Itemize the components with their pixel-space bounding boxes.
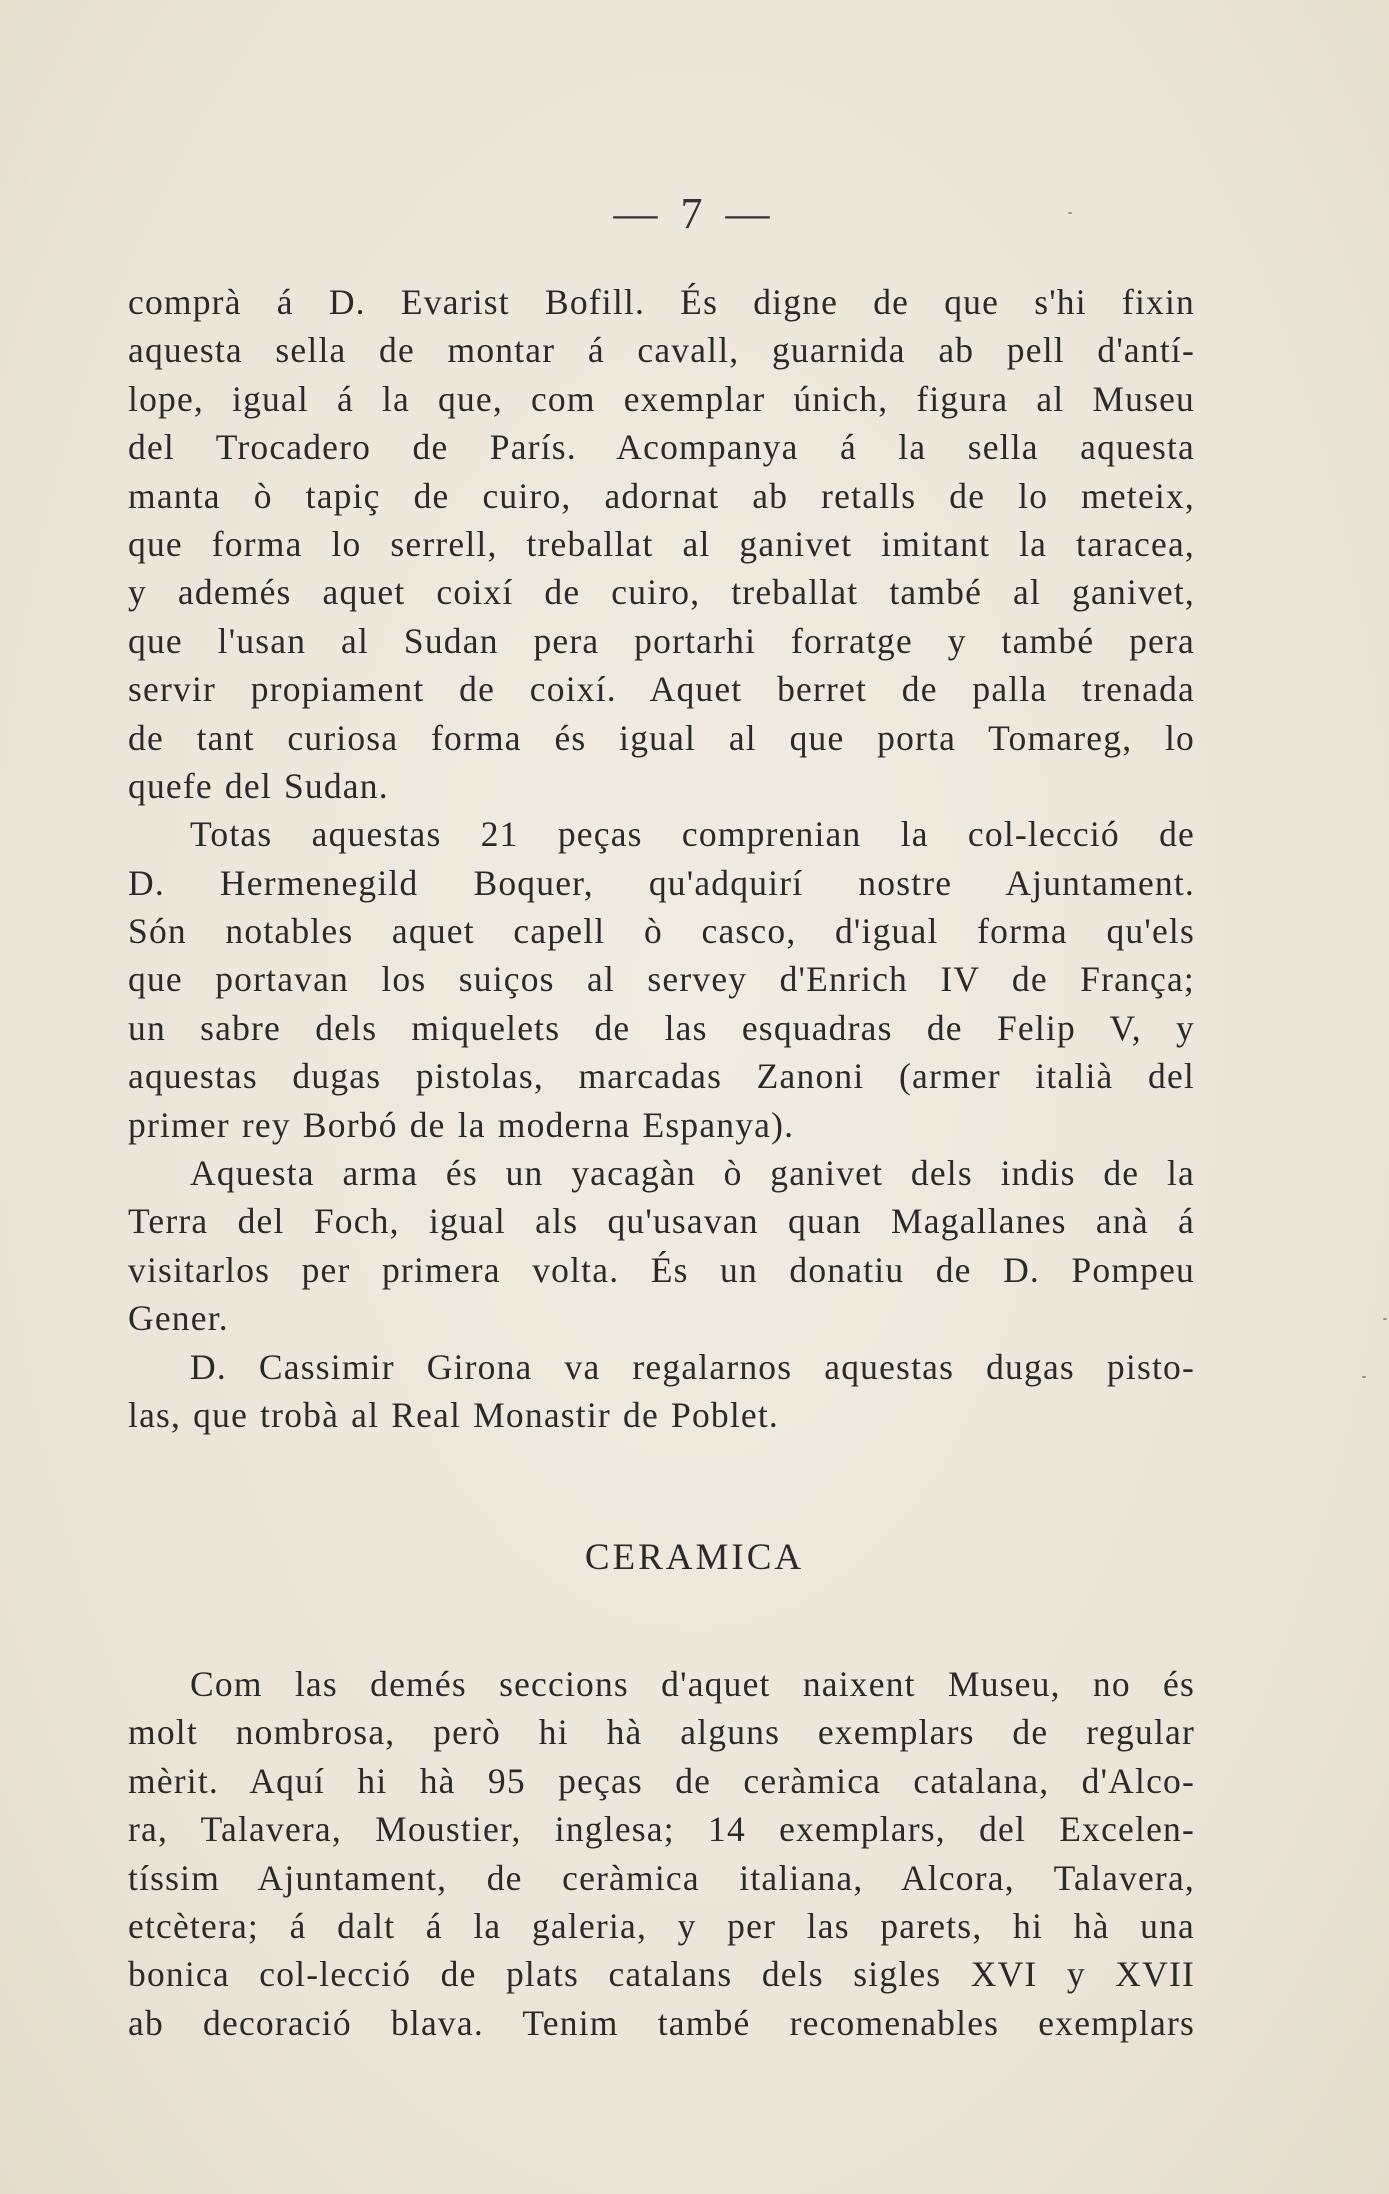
text-line: de tant curiosa forma és igual al que porta Tomareg, lo xyxy=(128,717,1195,758)
section-heading: CERAMICA xyxy=(584,1537,805,1578)
text-line: servir propiament de coixí. Aquet berret de palla trenada xyxy=(128,669,1195,710)
text-line: mèrit. Aquí hi hà 95 peças de ceràmica catalana, d'Alco- xyxy=(128,1760,1195,1801)
text-line: D. Cassimir Girona va regalarnos aquestas dugas pisto- xyxy=(190,1346,1195,1387)
text-line: que l'usan al Sudan pera portarhi forratge y també pera xyxy=(128,620,1195,661)
body-text-lower xyxy=(128,1660,1195,2047)
text-line: aquesta sella de montar á cavall, guarnida ab pell d'antí- xyxy=(128,330,1195,371)
text-line: y ademés aquet coixí de cuiro, treballat també al ganivet, xyxy=(128,572,1195,613)
text-line: molt nombrosa, però hi hà alguns exemplars de regular xyxy=(128,1712,1195,1753)
body-text-upper xyxy=(128,278,1195,1439)
paper-speck xyxy=(1362,1376,1366,1378)
paragraph xyxy=(128,810,1195,1149)
text-line: ab decoració blava. Tenim també recomenables exemplars xyxy=(128,2002,1195,2043)
text-line: un sabre dels miquelets de las esquadras de Felip V, y xyxy=(128,1007,1195,1048)
text-line: bonica col-lecció de plats catalans dels sigles XVI y XVII xyxy=(128,1954,1195,1995)
paragraph xyxy=(128,1660,1195,2047)
paper-speck xyxy=(1383,1318,1387,1320)
text-line: del Trocadero de París. Acompanya á la sella aquesta xyxy=(128,427,1195,468)
text-line: lope, igual á la que, com exemplar únich, figura al Museu xyxy=(128,378,1195,419)
text-line: visitarlos per primera volta. És un donatiu de D. Pompeu xyxy=(128,1249,1195,1290)
text-line: Terra del Foch, igual als qu'usavan quan Magallanes anà á xyxy=(128,1201,1195,1242)
text-line: Totas aquestas 21 peças comprenian la col-lecció de xyxy=(190,814,1195,855)
paragraph xyxy=(128,1343,1195,1440)
text-line: Aquesta arma és un yacagàn ò ganivet dels indis de la xyxy=(190,1153,1195,1194)
text-line: las, que trobà al Real Monastir de Poblet. xyxy=(128,1394,779,1435)
text-line: aquestas dugas pistolas, marcadas Zanoni (armer italià del xyxy=(128,1056,1195,1097)
text-line: Són notables aquet capell ò casco, d'igual forma qu'els xyxy=(128,911,1195,952)
text-line: comprà á D. Evarist Bofill. És digne de que s'hi fixin xyxy=(128,282,1195,322)
page-number: — 7 — xyxy=(613,189,776,238)
paragraph xyxy=(128,278,1195,810)
paragraph xyxy=(128,1149,1195,1343)
text-line: tíssim Ajuntament, de ceràmica italiana, Alcora, Talavera, xyxy=(128,1857,1195,1898)
text-line: D. Hermenegild Boquer, qu'adquirí nostre Ajuntament. xyxy=(128,862,1195,903)
text-line: etcètera; á dalt á la galeria, y per las parets, hi hà una xyxy=(128,1905,1195,1946)
text-line: Gener. xyxy=(128,1298,229,1339)
text-line: que portavan los suiços al servey d'Enrich IV de França; xyxy=(128,959,1195,1000)
text-line: quefe del Sudan. xyxy=(128,765,389,806)
text-line: Com las demés seccions d'aquet naixent Museu, no és xyxy=(190,1664,1195,1704)
text-line: manta ò tapiç de cuiro, adornat ab retalls de lo meteix, xyxy=(128,475,1195,516)
text-line: primer rey Borbó de la moderna Espanya). xyxy=(128,1104,795,1145)
text-line: que forma lo serrell, treballat al ganivet imitant la taracea, xyxy=(128,523,1195,564)
paper-speck xyxy=(1068,212,1072,214)
text-line: ra, Talavera, Moustier, inglesa; 14 exemplars, del Excelen- xyxy=(128,1809,1195,1850)
